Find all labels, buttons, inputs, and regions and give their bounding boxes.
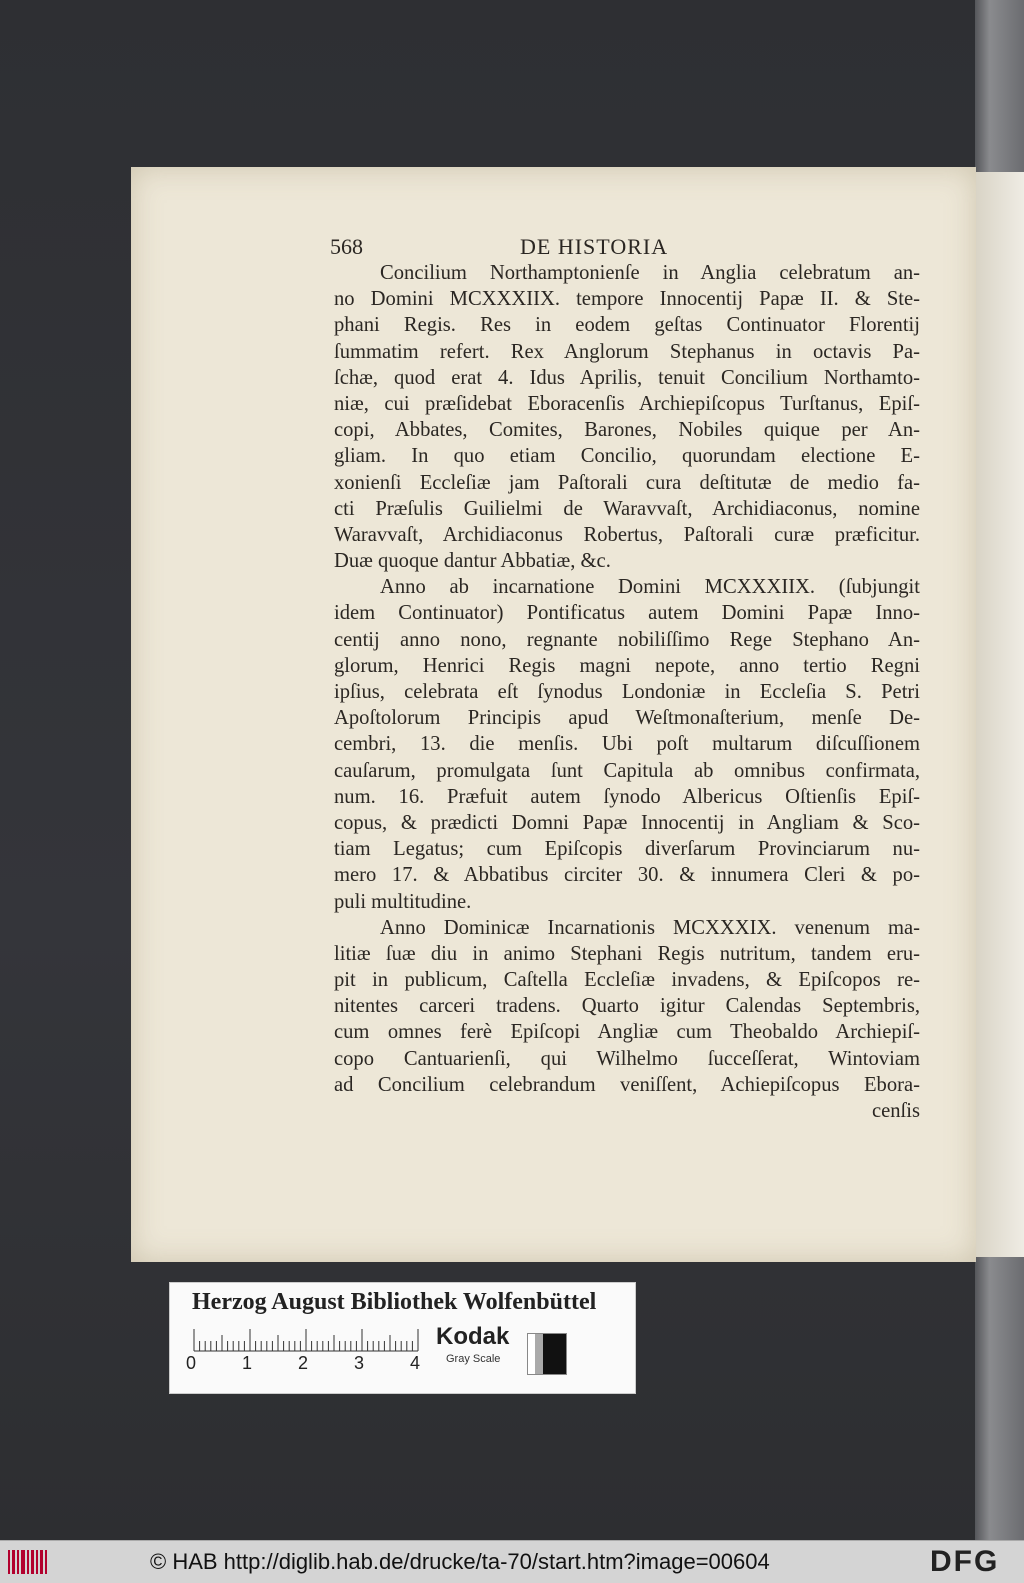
- text-line: Duæ quoque dantur Abbatiæ, &c.: [334, 550, 611, 573]
- page-number: 568: [330, 234, 363, 259]
- text-line: ſchæ, quod erat 4. Idus Aprilis, tenuit Concilium Northamto-: [334, 366, 920, 389]
- text-line: glorum, Henrici Regis magni nepote, anno tertio Regni: [334, 654, 920, 677]
- text-line: nitentes carceri tradens. Quarto igitur Calendas Septembris,: [334, 995, 920, 1018]
- color-calibration-card: [169, 1282, 636, 1394]
- text-line: niæ, cui præſidebat Eboracenſis Archiepiſcopus Turſtanus, Epiſ-: [334, 392, 920, 415]
- ruler-number: 2: [298, 1353, 309, 1373]
- text-line: cti Præſulis Guilielmi de Waravvaſt, Archidiaconus, nomine: [334, 497, 920, 520]
- library-name: Herzog August Bibliothek Wolfenbüttel: [192, 1289, 597, 1315]
- text-line: Anno Dominicæ Incarnationis MCXXXIX. venenum ma-: [380, 916, 920, 939]
- ruler-numbers: [186, 1353, 436, 1377]
- text-line: ad Concilium celebrandum veniſſent, Achiepiſcopus Ebora-: [334, 1073, 920, 1096]
- text-line: gliam. In quo etiam Concilio, quorundam electione E-: [334, 445, 920, 468]
- text-line: Waravvaſt, Archidiaconus Robertus, Paſtorali curæ præficitur.: [334, 523, 920, 546]
- ruler-number: 4: [410, 1353, 421, 1373]
- text-line: tiam Legatus; cum Epiſcopis diverſarum Provinciarum nu-: [334, 838, 920, 861]
- text-line: cenſis: [871, 1100, 920, 1122]
- text-line: pit in publicum, Caſtella Eccleſiæ invadens, & Epiſcopos re-: [334, 969, 920, 992]
- page-text: [334, 260, 920, 1124]
- ruler-number: 0: [186, 1353, 197, 1373]
- text-line: copi, Abbates, Comites, Barones, Nobiles quique per An-: [334, 419, 920, 442]
- text-line: puli multitudine.: [334, 890, 472, 913]
- footer-copyright-link[interactable]: © HAB http://diglib.hab.de/drucke/ta-70/start.htm?image=00604: [150, 1549, 770, 1574]
- text-line: no Domini MCXXXIIX. tempore Innocentij Papæ II. & Ste-: [334, 288, 920, 311]
- gray-scale-swatch: [527, 1333, 567, 1375]
- text-line: litiæ ſuæ diu in animo Stephani Regis nutritum, tandem eru-: [334, 942, 920, 965]
- text-line: idem Continuator) Pontificatus autem Domini Papæ Inno-: [334, 602, 920, 625]
- barcode-logo-icon: [6, 1547, 50, 1577]
- text-line: ipſius, celebrata eſt ſynodus Londoniæ in Eccleſia S. Petri: [334, 681, 920, 703]
- text-line: Apoſtolorum Principis apud Weſtmonaſterium, menſe De-: [334, 707, 920, 730]
- dfg-logo: DFG: [930, 1545, 1000, 1578]
- text-line: phani Regis. Res in eodem geſtas Continuator Florentij: [334, 314, 920, 337]
- facing-page-strip: [976, 172, 1024, 1257]
- footer-bar: [0, 1540, 1024, 1583]
- text-line: xonienſi Eccleſiæ jam Paſtorali cura deſtitutæ de medio fa-: [334, 471, 920, 494]
- text-line: mero 17. & Abbatibus circiter 30. & innumera Cleri & po-: [334, 864, 920, 887]
- text-line: Anno ab incarnatione Domini MCXXXIIX. (ſubjungit: [380, 576, 920, 599]
- text-line: cembri, 13. die menſis. Ubi poſt multarum diſcuſſionem: [334, 733, 920, 756]
- text-line: ſummatim refert. Rex Anglorum Stephanus in octavis Pa-: [334, 340, 920, 363]
- kodak-brand: Kodak: [436, 1323, 510, 1350]
- text-line: copus, & prædicti Domni Papæ Innocentij in Angliam & Sco-: [334, 811, 920, 834]
- running-head: DE HISTORIA: [520, 234, 669, 259]
- text-line: Concilium Northamptonienſe in Anglia celebratum an-: [380, 262, 920, 284]
- text-line: centij anno nono, regnante nobiliſſimo Rege Stephano An-: [334, 628, 920, 651]
- ruler-number: 1: [242, 1353, 253, 1373]
- gray-scale-label: Gray Scale: [446, 1353, 501, 1365]
- text-line: num. 16. Præfuit autem ſynodo Albericus Oſtienſis Epiſ-: [334, 785, 920, 808]
- text-line: copo Cantuarienſi, qui Wilhelmo ſucceſſerat, Wintoviam: [334, 1047, 920, 1070]
- text-line: cum omnes ferè Epiſcopi Angliæ cum Theobaldo Archiepiſ-: [334, 1021, 920, 1044]
- ruler-number: 3: [354, 1353, 365, 1373]
- text-line: cauſarum, promulgata ſunt Capitula ab omnibus confirmata,: [334, 759, 920, 782]
